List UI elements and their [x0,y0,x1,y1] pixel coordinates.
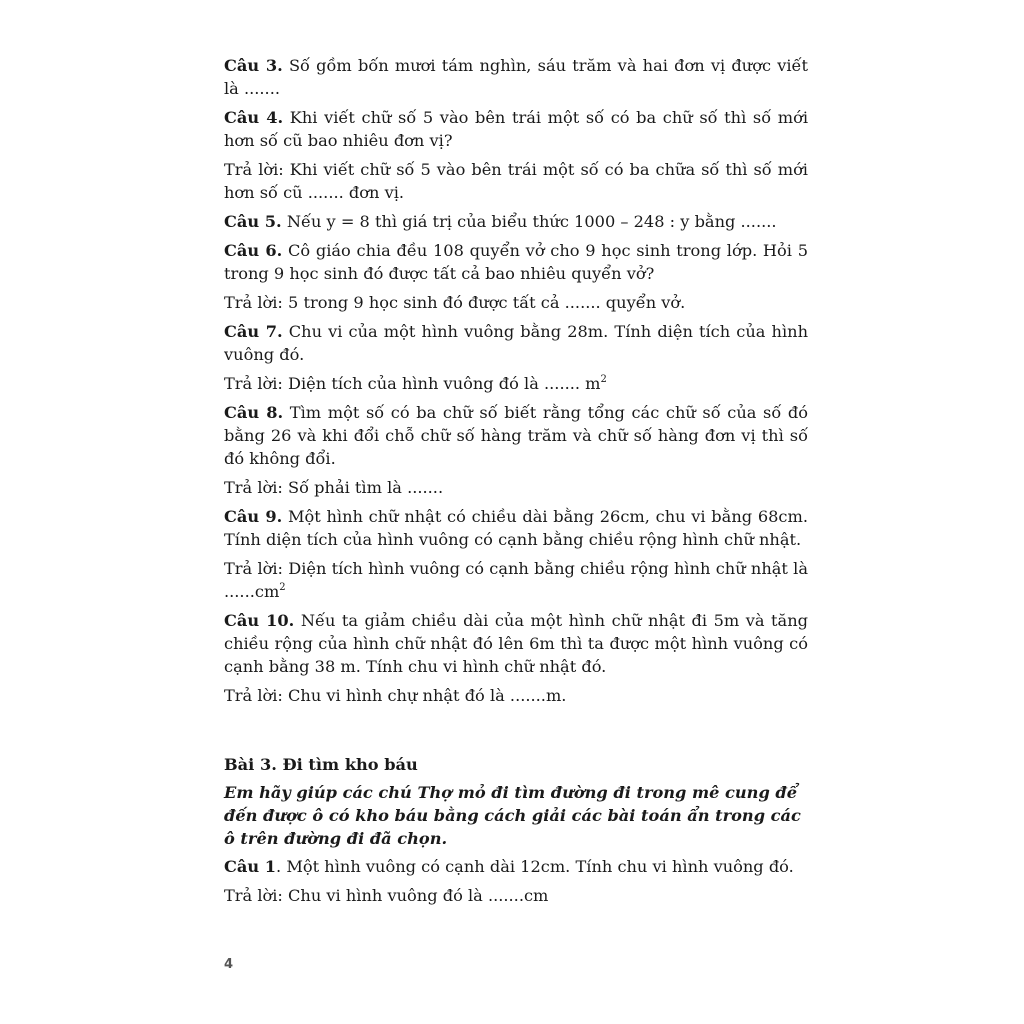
question [224,609,808,678]
question-text: Một hình chữ nhật có chiều dài bằng 26cm, chu vi bằng 68cm. Tính diện tích của hình vuông có cạnh bằng chiều rộng hình chữ nhật. [224,507,808,549]
question-label: Câu 1 [224,857,277,876]
answer-line [224,684,808,707]
answer-text: Trả lời: Chu vi hình vuông đó là .......cm [224,886,549,905]
page-content [224,54,808,913]
question [224,505,808,551]
question-label: Câu 7. [224,322,283,341]
question-label: Câu 8. [224,403,284,422]
question [224,855,808,878]
question-text: Nếu y = 8 thì giá trị của biểu thức 1000 – 248 : y bằng ....... [281,212,777,231]
question [224,320,808,366]
section-gap [224,713,808,753]
answer-line [224,884,808,907]
question-label: Câu 10. [224,611,295,630]
answer-text: Trả lời: Chu vi hình chự nhật đó là .......m. [224,686,567,705]
question [224,401,808,470]
question-label: Câu 6. [224,241,283,260]
section-intro: Em hãy giúp các chú Thợ mỏ đi tìm đường đi trong mê cung để đến được ô có kho báu bằng cách giải các bài toán ẩn trong các ô trên đường đi đã chọn. [224,783,801,848]
question [224,106,808,152]
superscript: 2 [279,582,286,593]
question-text: Khi viết chữ số 5 vào bên trái một số có ba chữ số thì số mới hơn số cũ bao nhiêu đơn vị? [224,108,808,150]
question-text: Số gồm bốn mươi tám nghìn, sáu trăm và hai đơn vị được viết là ....... [224,56,809,98]
answer-text: Trả lời: 5 trong 9 học sinh đó được tất cả ....... quyển vở. [224,293,686,312]
answer-text: Trả lời: Khi viết chữ số 5 vào bên trái một số có ba chữa số thì số mới hơn số cũ ....... đơn vị. [224,160,808,202]
answer-text: Trả lời: Diện tích hình vuông có cạnh bằng chiều rộng hình chữ nhật là ......cm [224,559,808,601]
answer-line [224,158,808,204]
question-group [224,609,808,707]
question-text: Cô giáo chia đều 108 quyển vở cho 9 học sinh trong lớp. Hỏi 5 trong 9 học sinh đó được tất cả bao nhiêu quyển vở? [224,241,808,283]
question-label: Câu 3. [224,56,283,75]
question [224,239,808,285]
superscript: 2 [600,374,607,385]
question-text: Tìm một số có ba chữ số biết rằng tổng các chữ số của số đó bằng 26 và khi đổi chỗ chữ số hàng trăm và chữ số hàng đơn vị thì số đó không đổi. [224,403,808,468]
question-group [224,855,808,907]
answer-text: Trả lời: Số phải tìm là ....... [224,478,444,497]
question-label: Câu 5. [224,212,282,231]
question-group [224,54,808,366]
question-label: Câu 9. [224,507,283,526]
section-title: Bài 3. Đi tìm kho báu [224,755,418,774]
question-text: . Một hình vuông có cạnh dài 12cm. Tính chu vi hình vuông đó. [276,857,794,876]
page-number: 4 [224,957,234,972]
answer-line [224,557,808,603]
question-text: Nếu ta giảm chiều dài của một hình chữ nhật đi 5m và tăng chiều rộng của hình chữ nhật đó lên 6m thì ta được một hình vuông có cạnh bằng 38 m. Tính chu vi hình chữ nhật đó. [224,611,808,676]
answer-text: Trả lời: Diện tích của hình vuông đó là ....... m [224,374,601,393]
answer-line [224,291,808,314]
answer-line [224,476,808,499]
question [224,54,808,100]
question-group [224,401,808,551]
question-label: Câu 4. [224,108,284,127]
answer-line [224,372,808,395]
question [224,210,808,233]
question-text: Chu vi của một hình vuông bằng 28m. Tính diện tích của hình vuông đó. [224,322,808,364]
